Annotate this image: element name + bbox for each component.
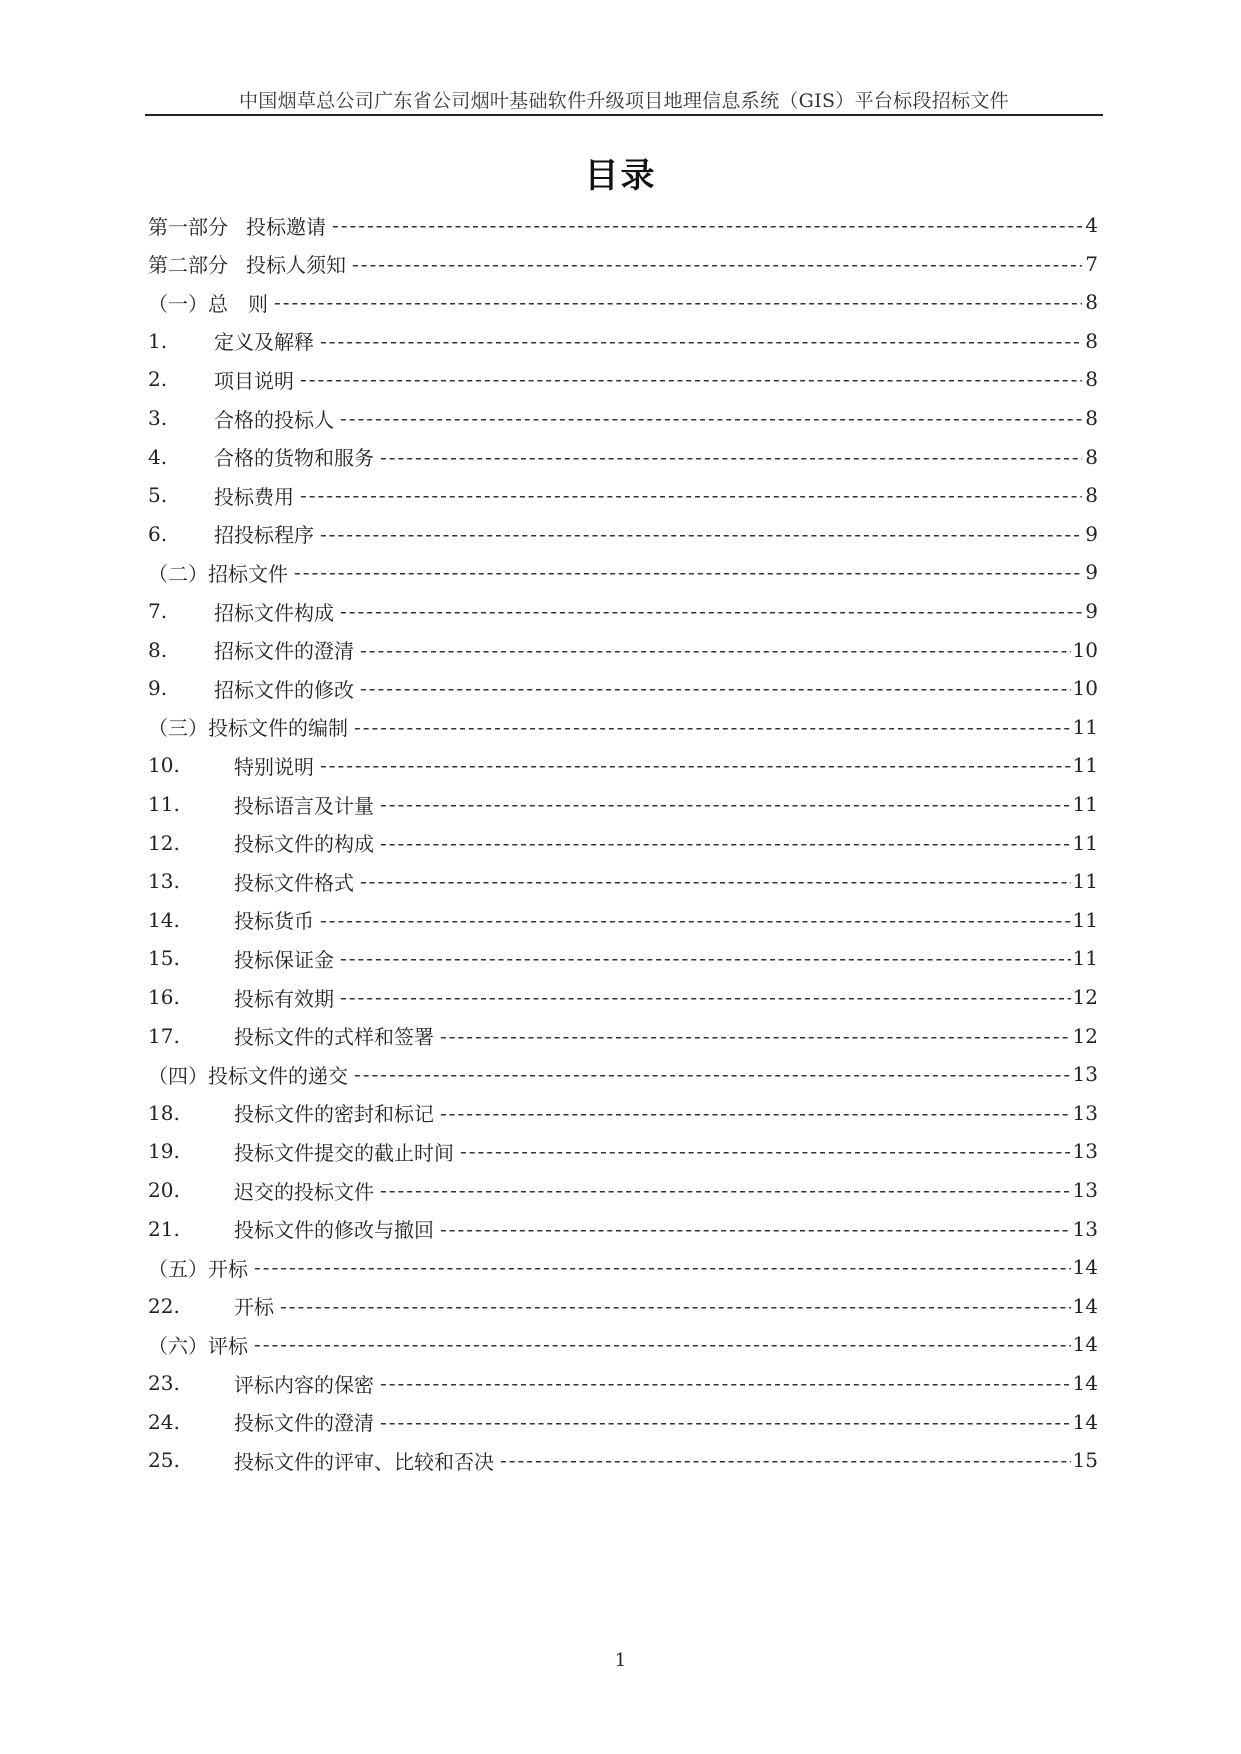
toc-entry-number: 7.: [148, 599, 168, 623]
toc-entry-number: 17.: [148, 1023, 180, 1048]
toc-entry[interactable]: [148, 1252, 1098, 1282]
toc-dot-leader: [320, 329, 1082, 353]
toc-entry-page: 11: [1072, 830, 1098, 855]
toc-entry-number: 9.: [148, 676, 168, 701]
toc-dot-leader: [320, 522, 1082, 546]
toc-entry-page: 14: [1072, 1293, 1098, 1318]
toc-entry-number: 2.: [148, 367, 168, 392]
toc-entry[interactable]: [148, 249, 1098, 279]
toc-entry-number: 23.: [148, 1371, 180, 1395]
toc-entry-page: 11: [1072, 714, 1098, 739]
toc-entry[interactable]: [148, 943, 1098, 973]
toc-entry[interactable]: [148, 673, 1098, 703]
toc-entry-number: 13.: [148, 869, 180, 894]
toc-entry-label: 投标邀请: [246, 214, 326, 239]
toc-entry-label: 投标文件提交的截止时间: [234, 1140, 454, 1165]
toc-entry-page: 8: [1085, 483, 1098, 508]
toc-entry-label: 投标文件格式: [234, 870, 354, 895]
toc-dot-leader: [340, 599, 1082, 623]
toc-dot-leader: [440, 1101, 1071, 1125]
toc-entry-page: 14: [1072, 1255, 1098, 1280]
toc-dot-leader: [380, 831, 1071, 855]
toc-entry-page: 9: [1085, 560, 1098, 585]
toc-entry-page: 12: [1072, 1023, 1098, 1048]
toc-entry-page: 8: [1085, 290, 1098, 315]
toc-entry-page: 10: [1072, 637, 1098, 662]
toc-entry-page: 4: [1085, 213, 1098, 237]
toc-entry-label: （四）投标文件的递交: [148, 1063, 348, 1088]
toc-entry-page: 11: [1072, 869, 1098, 894]
toc-entry-number: 4.: [148, 444, 168, 469]
toc-dot-leader: [294, 560, 1082, 584]
toc-entry-label: 招标文件构成: [214, 600, 334, 625]
toc-entry[interactable]: [148, 1407, 1098, 1437]
toc-entry[interactable]: [148, 982, 1098, 1012]
toc-entry[interactable]: [148, 1368, 1098, 1398]
toc-entry-page: 10: [1072, 676, 1098, 701]
toc-dot-leader: [300, 367, 1082, 391]
toc-entry-label: （六）评标: [148, 1333, 248, 1358]
toc-entry-page: 13: [1072, 1062, 1098, 1087]
toc-entry[interactable]: [148, 596, 1098, 626]
toc-entry[interactable]: [148, 750, 1098, 780]
toc-dot-leader: [340, 406, 1082, 430]
toc-entry[interactable]: [148, 712, 1098, 742]
toc-entry[interactable]: [148, 1329, 1098, 1359]
toc-entry-label: 投标语言及计量: [234, 793, 374, 818]
toc-entry-label: 定义及解释: [214, 330, 314, 355]
toc-dot-leader: [440, 1024, 1071, 1048]
toc-entry-label: 投标文件的修改与撤回: [234, 1218, 434, 1243]
toc-dot-leader: [354, 1062, 1071, 1086]
header-divider: [145, 114, 1103, 116]
toc-entry-label: 合格的投标人: [214, 407, 334, 432]
toc-dot-leader: [440, 1217, 1071, 1241]
toc-entry[interactable]: [148, 480, 1098, 510]
toc-entry[interactable]: [148, 866, 1098, 896]
toc-dot-leader: [332, 213, 1082, 237]
toc-entry[interactable]: [148, 287, 1098, 317]
toc-entry[interactable]: [148, 442, 1098, 472]
toc-entry-page: 7: [1085, 251, 1098, 276]
toc-entry-number: 11.: [148, 792, 180, 816]
toc-entry-label: 招标文件的澄清: [214, 639, 354, 664]
toc-entry-number: 5.: [148, 483, 168, 508]
toc-entry-label: 投标有效期: [234, 986, 334, 1011]
toc-entry-label: 特别说明: [234, 754, 314, 779]
toc-entry[interactable]: [148, 1136, 1098, 1166]
toc-entry-page: 13: [1072, 1178, 1098, 1202]
page-number: 1: [614, 1650, 627, 1671]
toc-entry-label: 投标人须知: [246, 253, 346, 278]
toc-entry-number: 20.: [148, 1178, 180, 1202]
toc-entry[interactable]: [148, 1445, 1098, 1475]
toc-entry-number: 1.: [148, 328, 168, 353]
toc-entry-number: 24.: [148, 1409, 180, 1434]
toc-entry-label: 开标: [234, 1295, 274, 1320]
toc-entry[interactable]: [148, 1021, 1098, 1051]
toc-entry[interactable]: [148, 1291, 1098, 1321]
toc-entry-number: 12.: [148, 830, 180, 855]
toc-entry[interactable]: [148, 364, 1098, 394]
toc-entry-label: 评标内容的保密: [234, 1372, 374, 1397]
toc-entry-label: 投标文件的密封和标记: [234, 1102, 434, 1127]
toc-entry[interactable]: [148, 210, 1098, 240]
toc-dot-leader: [300, 483, 1082, 507]
toc-entry-number: 8.: [148, 637, 168, 662]
toc-entry[interactable]: [148, 1175, 1098, 1205]
toc-entry-label: 投标文件的式样和签署: [234, 1025, 434, 1050]
toc-entry-page: 14: [1072, 1371, 1098, 1395]
toc-entry-number: 15.: [148, 946, 180, 971]
toc-dot-leader: [380, 1410, 1071, 1434]
toc-entry-label: 招标文件的修改: [214, 677, 354, 702]
toc-dot-leader: [380, 1371, 1071, 1395]
toc-dot-leader: [460, 1139, 1071, 1163]
toc-dot-leader: [352, 252, 1082, 276]
toc-entry-label: 招投标程序: [214, 523, 314, 548]
toc-entry-page: 11: [1072, 753, 1098, 778]
toc-entry-number: 第二部分: [148, 253, 228, 278]
toc-entry-number: 14.: [148, 907, 180, 932]
toc-entry-label: 合格的货物和服务: [214, 446, 374, 471]
toc-entry-page: 11: [1072, 907, 1098, 932]
toc-entry-label: 投标保证金: [234, 947, 334, 972]
toc-entry-number: 22.: [148, 1293, 180, 1318]
toc-dot-leader: [360, 638, 1071, 662]
document-header: 中国烟草总公司广东省公司烟叶基础软件升级项目地理信息系统（GIS）平台标段招标文件: [238, 90, 1009, 112]
toc-entry-page: 14: [1072, 1332, 1098, 1357]
toc-entry-label: 投标费用: [214, 484, 294, 509]
toc-entry-page: 8: [1085, 406, 1098, 430]
toc-dot-leader: [380, 792, 1071, 816]
toc-entry[interactable]: [148, 828, 1098, 858]
toc-dot-leader: [340, 946, 1071, 970]
toc-entry-page: 13: [1072, 1139, 1098, 1164]
toc-entry-page: 8: [1085, 367, 1098, 392]
toc-entry[interactable]: [148, 905, 1098, 935]
toc-dot-leader: [354, 715, 1071, 739]
toc-entry-number: 3.: [148, 406, 168, 430]
toc-dot-leader: [340, 985, 1071, 1009]
toc-entry-page: 9: [1085, 521, 1098, 546]
toc-dot-leader: [500, 1448, 1071, 1472]
toc-entry[interactable]: [148, 1214, 1098, 1244]
toc-dot-leader: [280, 1294, 1071, 1318]
toc-entry-page: 11: [1072, 946, 1098, 971]
toc-entry-number: 16.: [148, 985, 180, 1009]
toc-entry-page: 9: [1085, 599, 1098, 623]
toc-title: 目录: [584, 156, 657, 196]
toc-entry-label: 投标文件的评审、比较和否决: [234, 1449, 494, 1474]
toc-entry-number: 第一部分: [148, 214, 228, 239]
toc-entry-label: （二）招标文件: [148, 561, 288, 586]
toc-entry[interactable]: [148, 1098, 1098, 1128]
toc-entry[interactable]: [148, 1059, 1098, 1089]
toc-entry[interactable]: [148, 519, 1098, 549]
toc-dot-leader: [254, 1332, 1071, 1356]
toc-entry[interactable]: [148, 635, 1098, 665]
toc-entry-label: （五）开标: [148, 1256, 248, 1281]
toc-entry-label: 投标文件的澄清: [234, 1411, 374, 1436]
toc-entry-page: 13: [1072, 1216, 1098, 1241]
toc-entry-number: 21.: [148, 1216, 180, 1241]
toc-entry-page: 11: [1072, 792, 1098, 816]
toc-entry-page: 8: [1085, 444, 1098, 469]
toc-entry-label: （三）投标文件的编制: [148, 716, 348, 741]
toc-entry-page: 13: [1072, 1100, 1098, 1125]
toc-entry-page: 14: [1072, 1409, 1098, 1434]
toc-entry-label: 项目说明: [214, 368, 294, 393]
toc-entry-label: 投标货币: [234, 909, 314, 934]
toc-dot-leader: [274, 290, 1082, 314]
toc-dot-leader: [320, 753, 1071, 777]
toc-dot-leader: [360, 869, 1071, 893]
toc-entry-label: 投标文件的构成: [234, 832, 374, 857]
toc-dot-leader: [320, 908, 1071, 932]
toc-entry-page: 15: [1072, 1448, 1098, 1473]
toc-entry-number: 10.: [148, 753, 180, 778]
toc-entry-number: 19.: [148, 1139, 180, 1164]
toc-entry[interactable]: [148, 557, 1098, 587]
toc-dot-leader: [360, 676, 1071, 700]
toc-entry[interactable]: [148, 789, 1098, 819]
toc-dot-leader: [380, 1178, 1071, 1202]
toc-dot-leader: [254, 1255, 1071, 1279]
toc-entry-page: 12: [1072, 985, 1098, 1009]
toc-entry-number: 6.: [148, 521, 168, 546]
toc-entry[interactable]: [148, 326, 1098, 356]
toc-entry-number: 18.: [148, 1100, 180, 1125]
toc-entry-number: 25.: [148, 1448, 180, 1473]
toc-entry-page: 8: [1085, 328, 1098, 353]
toc-dot-leader: [380, 445, 1082, 469]
toc-entry[interactable]: [148, 403, 1098, 433]
toc-entry-label: 迟交的投标文件: [234, 1179, 374, 1204]
toc-entry-label: （一）总 则: [148, 291, 268, 316]
